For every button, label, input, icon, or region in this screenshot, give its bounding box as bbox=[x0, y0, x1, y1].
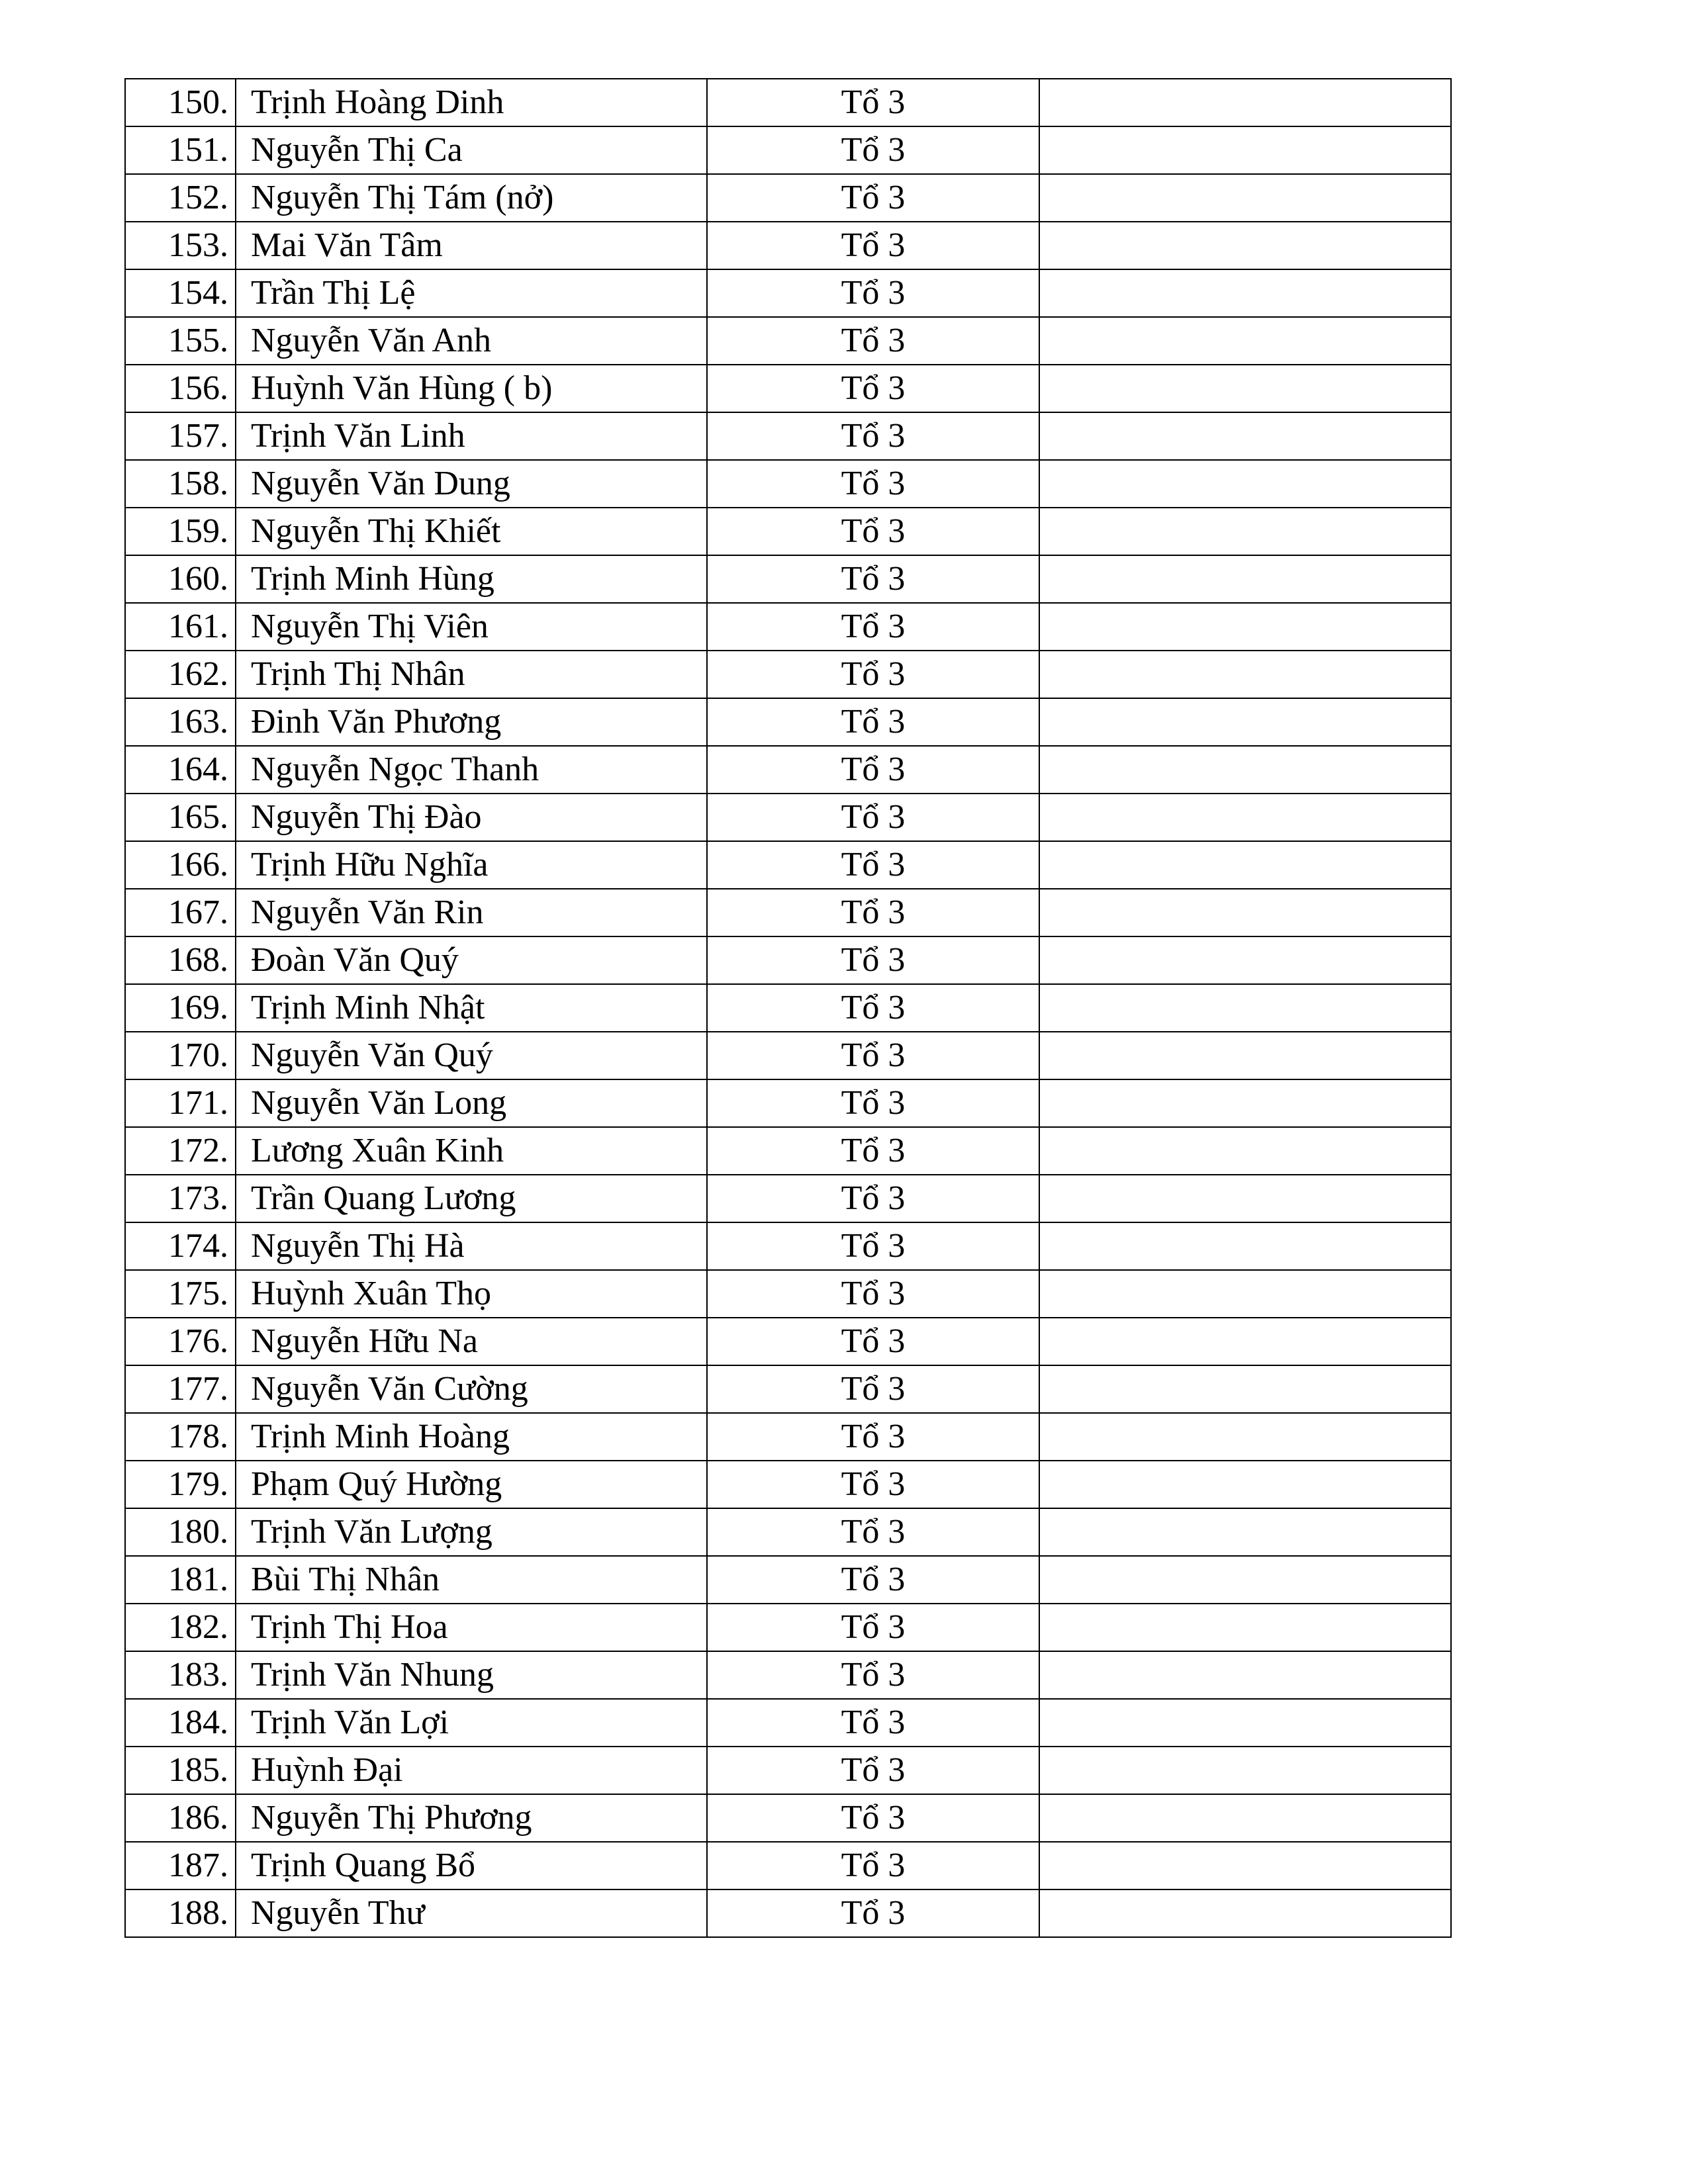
row-number-cell: 152. bbox=[125, 174, 236, 222]
group-cell: Tổ 3 bbox=[707, 1318, 1039, 1365]
note-cell bbox=[1039, 698, 1451, 746]
table-row bbox=[125, 1461, 1451, 1508]
table-row bbox=[125, 1651, 1451, 1699]
note-cell bbox=[1039, 794, 1451, 841]
member-name-cell: Nguyễn Thị Viên bbox=[236, 603, 707, 651]
member-name-cell: Nguyễn Văn Dung bbox=[236, 460, 707, 508]
row-number-cell: 155. bbox=[125, 317, 236, 365]
note-cell bbox=[1039, 936, 1451, 984]
table-row bbox=[125, 460, 1451, 508]
note-cell bbox=[1039, 1842, 1451, 1889]
member-name-cell: Nguyễn Thị Ca bbox=[236, 126, 707, 174]
note-cell bbox=[1039, 269, 1451, 317]
member-name-cell: Trịnh Thị Nhân bbox=[236, 651, 707, 698]
table-row bbox=[125, 1508, 1451, 1556]
member-name-cell: Nguyễn Thị Khiết bbox=[236, 508, 707, 555]
group-cell: Tổ 3 bbox=[707, 1842, 1039, 1889]
note-cell bbox=[1039, 1651, 1451, 1699]
member-name-cell: Trần Thị Lệ bbox=[236, 269, 707, 317]
table-row bbox=[125, 1079, 1451, 1127]
row-number-cell: 167. bbox=[125, 889, 236, 936]
group-cell: Tổ 3 bbox=[707, 460, 1039, 508]
table-row bbox=[125, 1318, 1451, 1365]
table-row bbox=[125, 603, 1451, 651]
group-cell: Tổ 3 bbox=[707, 1365, 1039, 1413]
group-cell: Tổ 3 bbox=[707, 651, 1039, 698]
member-name-cell: Đoàn Văn Quý bbox=[236, 936, 707, 984]
group-cell: Tổ 3 bbox=[707, 365, 1039, 412]
group-cell: Tổ 3 bbox=[707, 1079, 1039, 1127]
row-number-cell: 179. bbox=[125, 1461, 236, 1508]
group-cell: Tổ 3 bbox=[707, 1699, 1039, 1747]
row-number-cell: 187. bbox=[125, 1842, 236, 1889]
table-row bbox=[125, 1270, 1451, 1318]
note-cell bbox=[1039, 317, 1451, 365]
group-cell: Tổ 3 bbox=[707, 1604, 1039, 1651]
note-cell bbox=[1039, 412, 1451, 460]
note-cell bbox=[1039, 1461, 1451, 1508]
group-cell: Tổ 3 bbox=[707, 222, 1039, 269]
table-row bbox=[125, 1032, 1451, 1079]
member-name-cell: Nguyễn Văn Anh bbox=[236, 317, 707, 365]
note-cell bbox=[1039, 79, 1451, 126]
row-number-cell: 157. bbox=[125, 412, 236, 460]
member-name-cell: Nguyễn Thị Phương bbox=[236, 1794, 707, 1842]
roster-table bbox=[124, 78, 1452, 1938]
row-number-cell: 163. bbox=[125, 698, 236, 746]
member-name-cell: Huỳnh Đại bbox=[236, 1747, 707, 1794]
member-name-cell: Bùi Thị Nhân bbox=[236, 1556, 707, 1604]
row-number-cell: 177. bbox=[125, 1365, 236, 1413]
group-cell: Tổ 3 bbox=[707, 698, 1039, 746]
row-number-cell: 162. bbox=[125, 651, 236, 698]
member-name-cell: Nguyễn Thị Hà bbox=[236, 1222, 707, 1270]
group-cell: Tổ 3 bbox=[707, 1270, 1039, 1318]
member-name-cell: Trịnh Thị Hoa bbox=[236, 1604, 707, 1651]
row-number-cell: 188. bbox=[125, 1889, 236, 1937]
member-name-cell: Nguyễn Văn Cường bbox=[236, 1365, 707, 1413]
table-row bbox=[125, 126, 1451, 174]
note-cell bbox=[1039, 889, 1451, 936]
row-number-cell: 160. bbox=[125, 555, 236, 603]
row-number-cell: 156. bbox=[125, 365, 236, 412]
table-row bbox=[125, 1556, 1451, 1604]
group-cell: Tổ 3 bbox=[707, 1032, 1039, 1079]
table-row bbox=[125, 1413, 1451, 1461]
table-row bbox=[125, 1794, 1451, 1842]
table-row bbox=[125, 1127, 1451, 1175]
group-cell: Tổ 3 bbox=[707, 269, 1039, 317]
note-cell bbox=[1039, 1508, 1451, 1556]
row-number-cell: 151. bbox=[125, 126, 236, 174]
note-cell bbox=[1039, 984, 1451, 1032]
note-cell bbox=[1039, 1556, 1451, 1604]
member-name-cell: Nguyễn Thư bbox=[236, 1889, 707, 1937]
note-cell bbox=[1039, 1794, 1451, 1842]
row-number-cell: 172. bbox=[125, 1127, 236, 1175]
row-number-cell: 170. bbox=[125, 1032, 236, 1079]
member-name-cell: Trịnh Minh Hoàng bbox=[236, 1413, 707, 1461]
table-row bbox=[125, 1175, 1451, 1222]
table-row bbox=[125, 841, 1451, 889]
note-cell bbox=[1039, 1699, 1451, 1747]
member-name-cell: Nguyễn Hữu Na bbox=[236, 1318, 707, 1365]
row-number-cell: 176. bbox=[125, 1318, 236, 1365]
note-cell bbox=[1039, 1318, 1451, 1365]
table-row bbox=[125, 412, 1451, 460]
note-cell bbox=[1039, 508, 1451, 555]
group-cell: Tổ 3 bbox=[707, 1747, 1039, 1794]
table-row bbox=[125, 1222, 1451, 1270]
group-cell: Tổ 3 bbox=[707, 1461, 1039, 1508]
note-cell bbox=[1039, 1032, 1451, 1079]
row-number-cell: 175. bbox=[125, 1270, 236, 1318]
row-number-cell: 166. bbox=[125, 841, 236, 889]
row-number-cell: 161. bbox=[125, 603, 236, 651]
table-row bbox=[125, 984, 1451, 1032]
note-cell bbox=[1039, 1747, 1451, 1794]
table-row bbox=[125, 698, 1451, 746]
group-cell: Tổ 3 bbox=[707, 1222, 1039, 1270]
note-cell bbox=[1039, 1270, 1451, 1318]
table-row bbox=[125, 317, 1451, 365]
roster-table-body bbox=[125, 79, 1451, 1937]
group-cell: Tổ 3 bbox=[707, 174, 1039, 222]
member-name-cell: Trịnh Văn Nhung bbox=[236, 1651, 707, 1699]
table-row bbox=[125, 889, 1451, 936]
row-number-cell: 184. bbox=[125, 1699, 236, 1747]
group-cell: Tổ 3 bbox=[707, 1175, 1039, 1222]
group-cell: Tổ 3 bbox=[707, 1794, 1039, 1842]
note-cell bbox=[1039, 222, 1451, 269]
note-cell bbox=[1039, 841, 1451, 889]
member-name-cell: Đinh Văn Phương bbox=[236, 698, 707, 746]
table-row bbox=[125, 508, 1451, 555]
group-cell: Tổ 3 bbox=[707, 1127, 1039, 1175]
member-name-cell: Nguyễn Văn Quý bbox=[236, 1032, 707, 1079]
row-number-cell: 169. bbox=[125, 984, 236, 1032]
group-cell: Tổ 3 bbox=[707, 79, 1039, 126]
note-cell bbox=[1039, 746, 1451, 794]
member-name-cell: Trịnh Minh Hùng bbox=[236, 555, 707, 603]
member-name-cell: Trịnh Quang Bổ bbox=[236, 1842, 707, 1889]
table-row bbox=[125, 1699, 1451, 1747]
table-row bbox=[125, 269, 1451, 317]
group-cell: Tổ 3 bbox=[707, 984, 1039, 1032]
row-number-cell: 168. bbox=[125, 936, 236, 984]
table-row bbox=[125, 651, 1451, 698]
row-number-cell: 178. bbox=[125, 1413, 236, 1461]
note-cell bbox=[1039, 1604, 1451, 1651]
member-name-cell: Huỳnh Văn Hùng ( b) bbox=[236, 365, 707, 412]
group-cell: Tổ 3 bbox=[707, 1508, 1039, 1556]
member-name-cell: Trịnh Văn Linh bbox=[236, 412, 707, 460]
note-cell bbox=[1039, 1175, 1451, 1222]
note-cell bbox=[1039, 174, 1451, 222]
row-number-cell: 159. bbox=[125, 508, 236, 555]
group-cell: Tổ 3 bbox=[707, 508, 1039, 555]
table-row bbox=[125, 365, 1451, 412]
row-number-cell: 174. bbox=[125, 1222, 236, 1270]
group-cell: Tổ 3 bbox=[707, 746, 1039, 794]
table-row bbox=[125, 555, 1451, 603]
member-name-cell: Trịnh Văn Lượng bbox=[236, 1508, 707, 1556]
table-row bbox=[125, 222, 1451, 269]
row-number-cell: 150. bbox=[125, 79, 236, 126]
row-number-cell: 182. bbox=[125, 1604, 236, 1651]
member-name-cell: Trịnh Văn Lợi bbox=[236, 1699, 707, 1747]
row-number-cell: 165. bbox=[125, 794, 236, 841]
member-name-cell: Lương Xuân Kinh bbox=[236, 1127, 707, 1175]
member-name-cell: Trần Quang Lương bbox=[236, 1175, 707, 1222]
note-cell bbox=[1039, 126, 1451, 174]
group-cell: Tổ 3 bbox=[707, 936, 1039, 984]
note-cell bbox=[1039, 555, 1451, 603]
table-row bbox=[125, 1604, 1451, 1651]
row-number-cell: 171. bbox=[125, 1079, 236, 1127]
member-name-cell: Nguyễn Ngọc Thanh bbox=[236, 746, 707, 794]
note-cell bbox=[1039, 1889, 1451, 1937]
table-row bbox=[125, 1747, 1451, 1794]
row-number-cell: 153. bbox=[125, 222, 236, 269]
member-name-cell: Phạm Quý Hường bbox=[236, 1461, 707, 1508]
row-number-cell: 186. bbox=[125, 1794, 236, 1842]
group-cell: Tổ 3 bbox=[707, 317, 1039, 365]
note-cell bbox=[1039, 1127, 1451, 1175]
note-cell bbox=[1039, 365, 1451, 412]
row-number-cell: 158. bbox=[125, 460, 236, 508]
note-cell bbox=[1039, 460, 1451, 508]
group-cell: Tổ 3 bbox=[707, 794, 1039, 841]
row-number-cell: 185. bbox=[125, 1747, 236, 1794]
group-cell: Tổ 3 bbox=[707, 841, 1039, 889]
table-row bbox=[125, 79, 1451, 126]
group-cell: Tổ 3 bbox=[707, 126, 1039, 174]
group-cell: Tổ 3 bbox=[707, 555, 1039, 603]
row-number-cell: 180. bbox=[125, 1508, 236, 1556]
table-row bbox=[125, 1842, 1451, 1889]
table-row bbox=[125, 174, 1451, 222]
table-row bbox=[125, 936, 1451, 984]
note-cell bbox=[1039, 603, 1451, 651]
row-number-cell: 181. bbox=[125, 1556, 236, 1604]
member-name-cell: Nguyễn Văn Rin bbox=[236, 889, 707, 936]
table-row bbox=[125, 1365, 1451, 1413]
member-name-cell: Trịnh Hoàng Dinh bbox=[236, 79, 707, 126]
group-cell: Tổ 3 bbox=[707, 889, 1039, 936]
note-cell bbox=[1039, 1413, 1451, 1461]
member-name-cell: Huỳnh Xuân Thọ bbox=[236, 1270, 707, 1318]
row-number-cell: 154. bbox=[125, 269, 236, 317]
note-cell bbox=[1039, 1222, 1451, 1270]
table-row bbox=[125, 794, 1451, 841]
note-cell bbox=[1039, 651, 1451, 698]
member-name-cell: Trịnh Minh Nhật bbox=[236, 984, 707, 1032]
group-cell: Tổ 3 bbox=[707, 1556, 1039, 1604]
table-row bbox=[125, 1889, 1451, 1937]
note-cell bbox=[1039, 1365, 1451, 1413]
group-cell: Tổ 3 bbox=[707, 412, 1039, 460]
member-name-cell: Trịnh Hữu Nghĩa bbox=[236, 841, 707, 889]
member-name-cell: Nguyễn Thị Đào bbox=[236, 794, 707, 841]
group-cell: Tổ 3 bbox=[707, 1651, 1039, 1699]
note-cell bbox=[1039, 1079, 1451, 1127]
group-cell: Tổ 3 bbox=[707, 1413, 1039, 1461]
row-number-cell: 183. bbox=[125, 1651, 236, 1699]
member-name-cell: Nguyễn Văn Long bbox=[236, 1079, 707, 1127]
group-cell: Tổ 3 bbox=[707, 1889, 1039, 1937]
member-name-cell: Mai Văn Tâm bbox=[236, 222, 707, 269]
member-name-cell: Nguyễn Thị Tám (nở) bbox=[236, 174, 707, 222]
row-number-cell: 164. bbox=[125, 746, 236, 794]
row-number-cell: 173. bbox=[125, 1175, 236, 1222]
group-cell: Tổ 3 bbox=[707, 603, 1039, 651]
table-row bbox=[125, 746, 1451, 794]
